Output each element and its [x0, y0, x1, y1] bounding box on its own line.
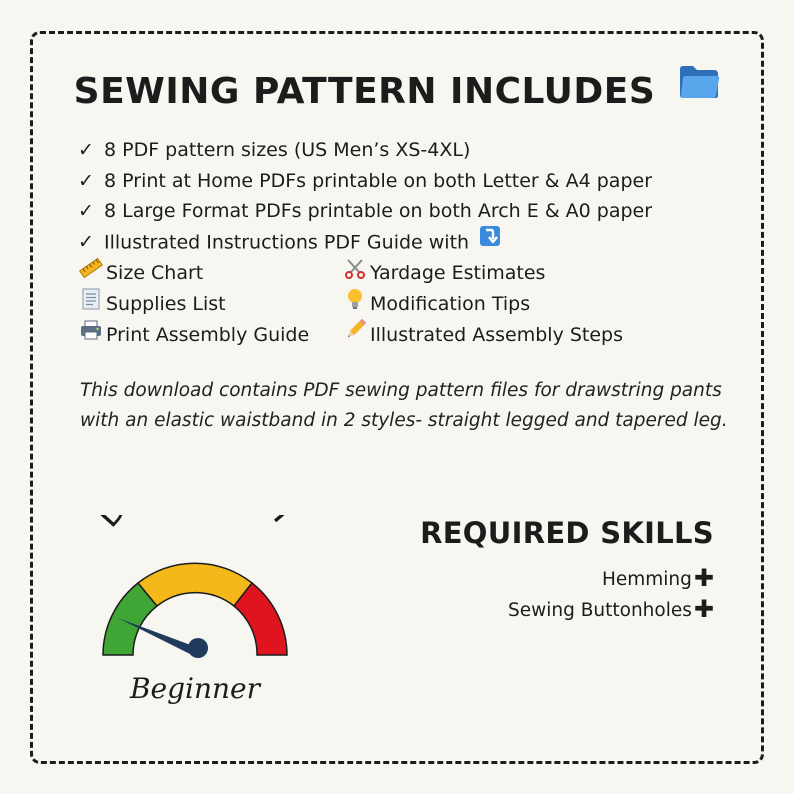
folder-icon: [678, 64, 720, 114]
description-text: This download contains PDF sewing pattern files for drawstring pants with an elastic waistband in 2 styles- straight legged and tapered leg.: [80, 380, 728, 431]
gauge-pivot: [188, 638, 208, 658]
check-mark-icon: ✓: [78, 169, 94, 192]
pencil-icon: [342, 319, 368, 351]
ruler-icon: [78, 257, 104, 289]
guide-item-assembly-steps: Illustrated Assembly Steps: [342, 319, 623, 351]
guide-row-2: Supplies List Modification Tips: [78, 288, 738, 319]
page-title-text: SEWING PATTERN INCLUDES: [73, 71, 656, 112]
check-mark-icon: ✓: [78, 231, 94, 254]
includes-list: [78, 135, 738, 349]
guide-item-yardage: Yardage Estimates: [342, 257, 545, 289]
page-title: [0, 66, 794, 117]
list-item: ✓ 8 Print at Home PDFs printable on both Letter & A4 paper: [78, 166, 738, 197]
difficulty-label: [88, 515, 306, 535]
list-item: ✓ Illustrated Instructions PDF Guide with: [78, 227, 738, 258]
list-item: ✓ 8 Large Format PDFs printable on both Arch E & A0 paper: [78, 196, 738, 227]
notepad-icon: [78, 288, 104, 320]
guide-row-1: Size Chart Yardage Estimates: [78, 257, 738, 288]
required-skills-title: REQUIRED SKILLS: [420, 516, 714, 550]
plus-icon: ✚: [693, 564, 714, 592]
scissors-icon: [342, 257, 368, 289]
difficulty-gauge: [80, 515, 310, 719]
gauge-medium-segment: [138, 563, 252, 606]
list-item: ✓ 8 PDF pattern sizes (US Men’s XS-4XL): [78, 135, 738, 166]
skill-item: Hemming✚: [601, 564, 714, 592]
difficulty-level: Beginner: [129, 672, 261, 705]
arrow-down-box-icon: [479, 225, 501, 257]
light-bulb-icon: [342, 288, 368, 320]
check-mark-icon: ✓: [78, 200, 94, 223]
printer-icon: [78, 319, 104, 351]
skill-item: Sewing Buttonholes✚: [507, 595, 714, 623]
guide-row-3: Print Assembly Guide Illustrated Assembly Steps: [78, 319, 738, 350]
guide-item-modification: Modification Tips: [342, 288, 530, 320]
check-mark-icon: ✓: [78, 139, 94, 161]
plus-icon: ✚: [693, 595, 714, 623]
